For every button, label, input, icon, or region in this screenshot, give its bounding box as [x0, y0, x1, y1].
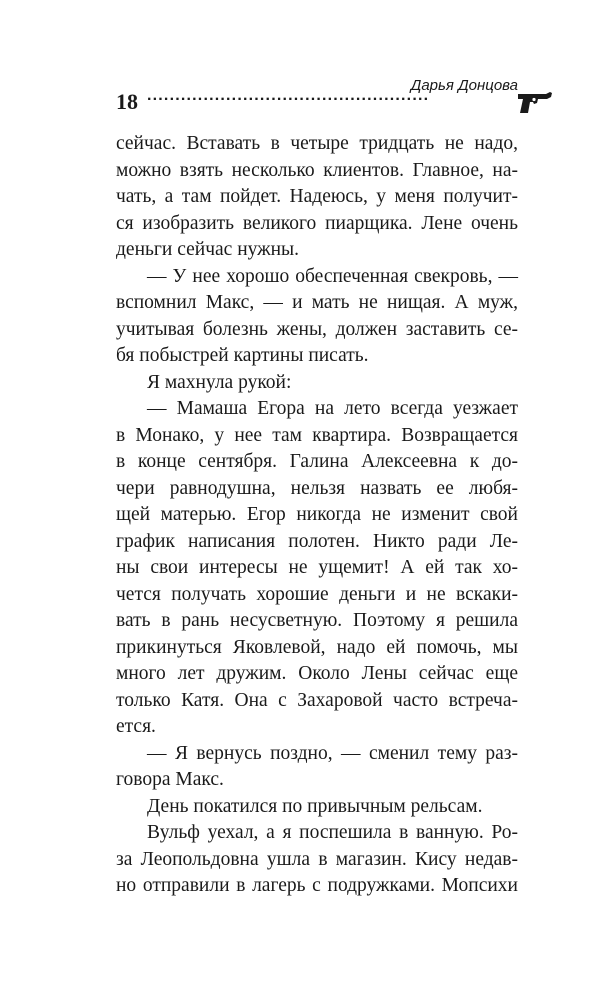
- text-line: ся изобразить великого пиарщика. Лене очень: [116, 212, 518, 234]
- text-line: вать в рань несусветную. Поэтому я решила: [116, 610, 518, 631]
- text-line: учитывая болезнь жены, должен заставить се-: [116, 318, 518, 340]
- text-line: ется.: [116, 716, 156, 737]
- text-line: за Леопольдовна ушла в магазин. Кису недав-: [116, 848, 518, 870]
- text-line: прикинуться Яковлевой, надо ей помочь, мы: [116, 636, 518, 658]
- text-line: график написания полотен. Никто ради Ле-: [116, 530, 518, 552]
- text-line: можно взять несколько клиентов. Главное, на-: [116, 159, 518, 181]
- body-text: [116, 131, 518, 900]
- text-line: говора Макс.: [116, 769, 224, 790]
- text-line: но отправили в лагерь с подружками. Мопсихи: [116, 875, 518, 896]
- text-line: Я махнула рукой:: [147, 371, 292, 393]
- text-line: ны свои интересы не ущемит! А ей так хо-: [116, 557, 518, 578]
- text-line: вспомнил Макс, — и мать не нищая. А муж,: [116, 292, 518, 313]
- text-line: деньги сейчас нужны.: [116, 239, 300, 260]
- text-line: в Монако, у нее там квартира. Возвращается: [116, 424, 518, 446]
- text-line: — У нее хорошо обеспеченная свекровь, —: [147, 265, 518, 287]
- text-line: — Я вернусь поздно, — сменил тему раз-: [147, 742, 518, 764]
- text-line: День покатился по привычным рельсам.: [147, 795, 483, 817]
- text-line: чать, а там пойдет. Надеюсь, у меня получит-: [116, 186, 518, 207]
- text-line: щей матерью. Егор никогда не изменит свой: [116, 504, 518, 525]
- text-line: сейчас. Вставать в четыре тридцать не надо,: [116, 133, 518, 154]
- running-header: [116, 74, 554, 124]
- text-line: — Мамаша Егора на лето всегда уезжает: [147, 398, 518, 419]
- text-line: только Катя. Она с Захаровой часто встреча-: [116, 689, 518, 711]
- text-line: чери равнодушна, нельзя назвать ее любя-: [116, 477, 518, 499]
- text-line: много лет дружим. Около Лены сейчас еще: [116, 663, 518, 684]
- text-line: чется получать хорошие деньги и не вскаки-: [116, 583, 518, 605]
- author-name: Дарья Донцова: [410, 77, 518, 94]
- text-line: в конце сентября. Галина Алексеевна к до-: [116, 451, 518, 472]
- dotted-leader: ..................................................: [147, 87, 430, 104]
- page-number: 18: [116, 89, 138, 114]
- text-line: Вульф уехал, а я поспешила в ванную. Ро-: [147, 822, 518, 843]
- pistol-icon: [516, 90, 554, 116]
- text-line: бя побыстрей картины писать.: [116, 345, 369, 366]
